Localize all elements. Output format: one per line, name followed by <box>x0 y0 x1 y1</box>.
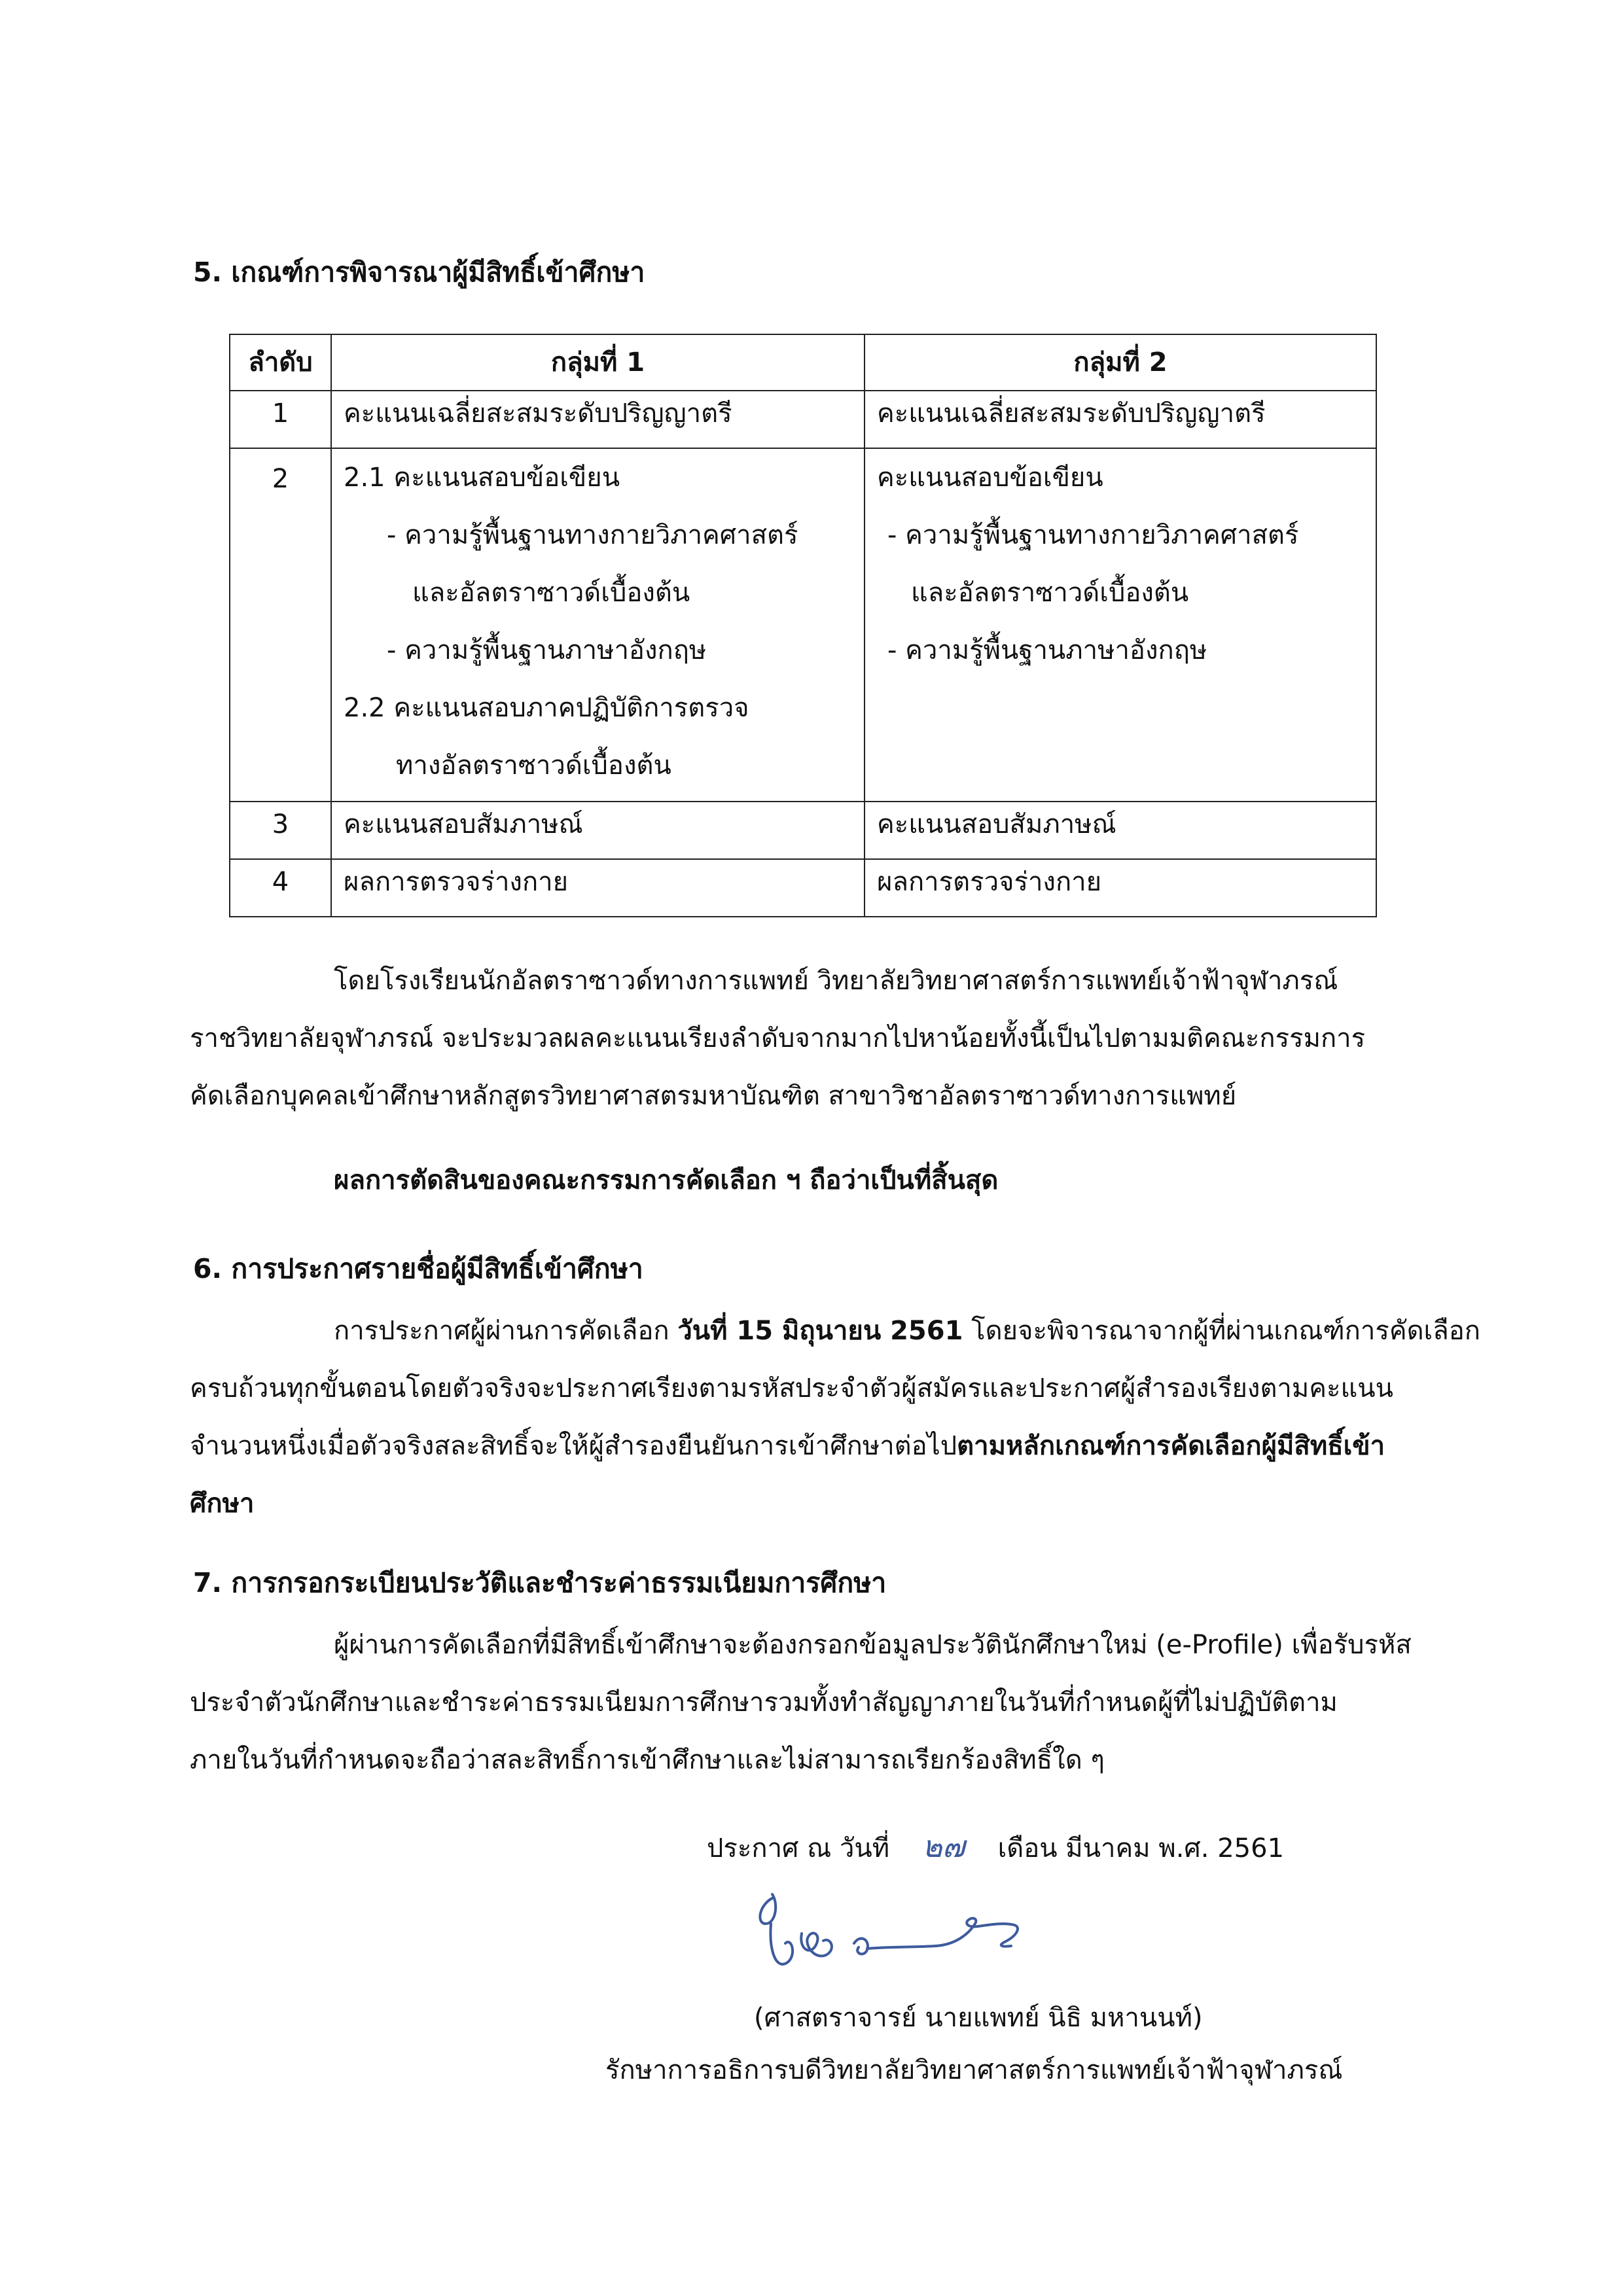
col-header-group-2: กลุ่มที่ 2 <box>865 334 1376 391</box>
announce-text: โดยจะพิจารณาจากผู้ที่ผ่านเกณฑ์การคัดเลือก <box>963 1316 1480 1346</box>
emphasis-text: ตามหลักเกณฑ์การคัดเลือกผู้มีสิทธิ์เข้า <box>957 1431 1385 1461</box>
section-6-heading: 6. การประกาศรายชื่อผู้มีสิทธิ์เข้าศึกษา <box>193 1253 643 1284</box>
group-1-cell <box>331 448 865 802</box>
paragraph-line: ภายในวันที่กำหนดจะถือว่าสละสิทธิ์การเข้าศึกษาและไม่สามารถเรียกร้องสิทธิ์ใด ๆ <box>190 1745 1105 1775</box>
announce-text: การประกาศผู้ผ่านการคัดเลือก <box>334 1316 678 1346</box>
group-2-cell: คะแนนสอบสัมภาษณ์ <box>865 802 1376 859</box>
table-header-row <box>230 334 1376 391</box>
group-2-cell: ผลการตรวจร่างกาย <box>865 859 1376 917</box>
table-row <box>230 448 1376 802</box>
criterion-line: ทางอัลตราซาวด์เบื้องต้น <box>396 751 671 781</box>
row-number: 4 <box>230 859 331 917</box>
criterion-line: - ความรู้พื้นฐานภาษาอังกฤษ <box>887 635 1207 665</box>
table-row <box>230 802 1376 859</box>
section-5-heading: 5. เกณฑ์การพิจารณาผู้มีสิทธิ์เข้าศึกษา <box>193 256 645 288</box>
group-2-cell: คะแนนเฉลี่ยสะสมระดับปริญญาตรี <box>865 391 1376 448</box>
section-7-heading: 7. การกรอกระเบียนประวัติและชำระค่าธรรมเนียมการศึกษา <box>193 1567 887 1598</box>
handwritten-day: ๒๗ <box>922 1829 965 1864</box>
announce-suffix: เดือน มีนาคม พ.ศ. 2561 <box>997 1833 1285 1863</box>
criteria-table <box>229 334 1377 917</box>
paragraph-line: ครบถ้วนทุกขั้นตอนโดยตัวจริงจะประกาศเรียงตามรหัสประจำตัวผู้สมัครและประกาศผู้สำรองเรียงตามคะแนน <box>190 1373 1393 1404</box>
paragraph-line: คัดเลือกบุคคลเข้าศึกษาหลักสูตรวิทยาศาสตรมหาบัณฑิต สาขาวิชาอัลตราซาวด์ทางการแพทย์ <box>190 1081 1237 1111</box>
group-1-cell: ผลการตรวจร่างกาย <box>331 859 865 917</box>
paragraph-line: ผู้ผ่านการคัดเลือกที่มีสิทธิ์เข้าศึกษาจะต้องกรอกข้อมูลประวัตินักศึกษาใหม่ (e-Profile) เพื่อรับรหัส <box>334 1630 1412 1660</box>
group-2-cell <box>865 448 1376 802</box>
paragraph-line <box>190 1417 1420 1475</box>
signature-mark <box>740 1878 1054 1989</box>
signer-title: รักษาการอธิการบดีวิทยาลัยวิทยาศาสตร์การแพทย์เจ้าฟ้าจุฬาภรณ์ <box>605 2055 1343 2085</box>
criterion-line: 2.1 คะแนนสอบข้อเขียน <box>344 463 620 493</box>
criterion-line: 2.2 คะแนนสอบภาคปฏิบัติการตรวจ <box>344 693 749 723</box>
section-5-paragraph <box>190 952 1420 1125</box>
row-number: 1 <box>230 391 331 448</box>
announce-date: วันที่ 15 มิถุนายน 2561 <box>677 1316 963 1346</box>
final-decision-note: ผลการตัดสินของคณะกรรมการคัดเลือก ฯ ถือว่าเป็นที่สิ้นสุด <box>334 1165 999 1195</box>
section-7-paragraph <box>190 1616 1420 1789</box>
section-6-paragraph <box>190 1302 1480 1532</box>
criterion-line: และอัลตราซาวด์เบื้องต้น <box>412 578 690 608</box>
announce-prefix: ประกาศ ณ วันที่ <box>707 1833 890 1863</box>
paragraph-line: ราชวิทยาลัยจุฬาภรณ์ จะประมวลผลคะแนนเรียงลำดับจากมากไปหาน้อยทั้งนี้เป็นไปตามมติคณะกรรมการ <box>190 1023 1366 1053</box>
announcement-date-line <box>707 1829 1284 1865</box>
col-header-order: ลำดับ <box>230 334 331 391</box>
paragraph-line: ศึกษา <box>190 1489 255 1519</box>
criterion-line: คะแนนสอบข้อเขียน <box>877 463 1103 493</box>
criterion-line: - ความรู้พื้นฐานทางกายวิภาคศาสตร์ <box>387 520 798 550</box>
criterion-line: และอัลตราซาวด์เบื้องต้น <box>911 578 1189 608</box>
paragraph-line <box>190 1302 1480 1360</box>
col-header-group-1: กลุ่มที่ 1 <box>331 334 865 391</box>
paragraph-line: ประจำตัวนักศึกษาและชำระค่าธรรมเนียมการศึกษารวมทั้งทำสัญญาภายในวันที่กำหนดผู้ที่ไม่ปฏิบัติตาม <box>190 1687 1338 1718</box>
criterion-line: - ความรู้พื้นฐานทางกายวิภาคศาสตร์ <box>887 520 1299 550</box>
paragraph-line: โดยโรงเรียนนักอัลตราซาวด์ทางการแพทย์ วิทยาลัยวิทยาศาสตร์การแพทย์เจ้าฟ้าจุฬาภรณ์ <box>334 966 1338 996</box>
table-row <box>230 859 1376 917</box>
group-1-cell: คะแนนสอบสัมภาษณ์ <box>331 802 865 859</box>
row-number: 3 <box>230 802 331 859</box>
table-row <box>230 391 1376 448</box>
signer-name: (ศาสตราจารย์ นายแพทย์ นิธิ มหานนท์) <box>754 2003 1203 2033</box>
paragraph-text: จำนวนหนึ่งเมื่อตัวจริงสละสิทธิ์จะให้ผู้สำรองยืนยันการเข้าศึกษาต่อไป <box>190 1431 957 1461</box>
criterion-line: - ความรู้พื้นฐานภาษาอังกฤษ <box>387 635 707 665</box>
group-1-cell: คะแนนเฉลี่ยสะสมระดับปริญญาตรี <box>331 391 865 448</box>
row-number: 2 <box>230 448 331 802</box>
